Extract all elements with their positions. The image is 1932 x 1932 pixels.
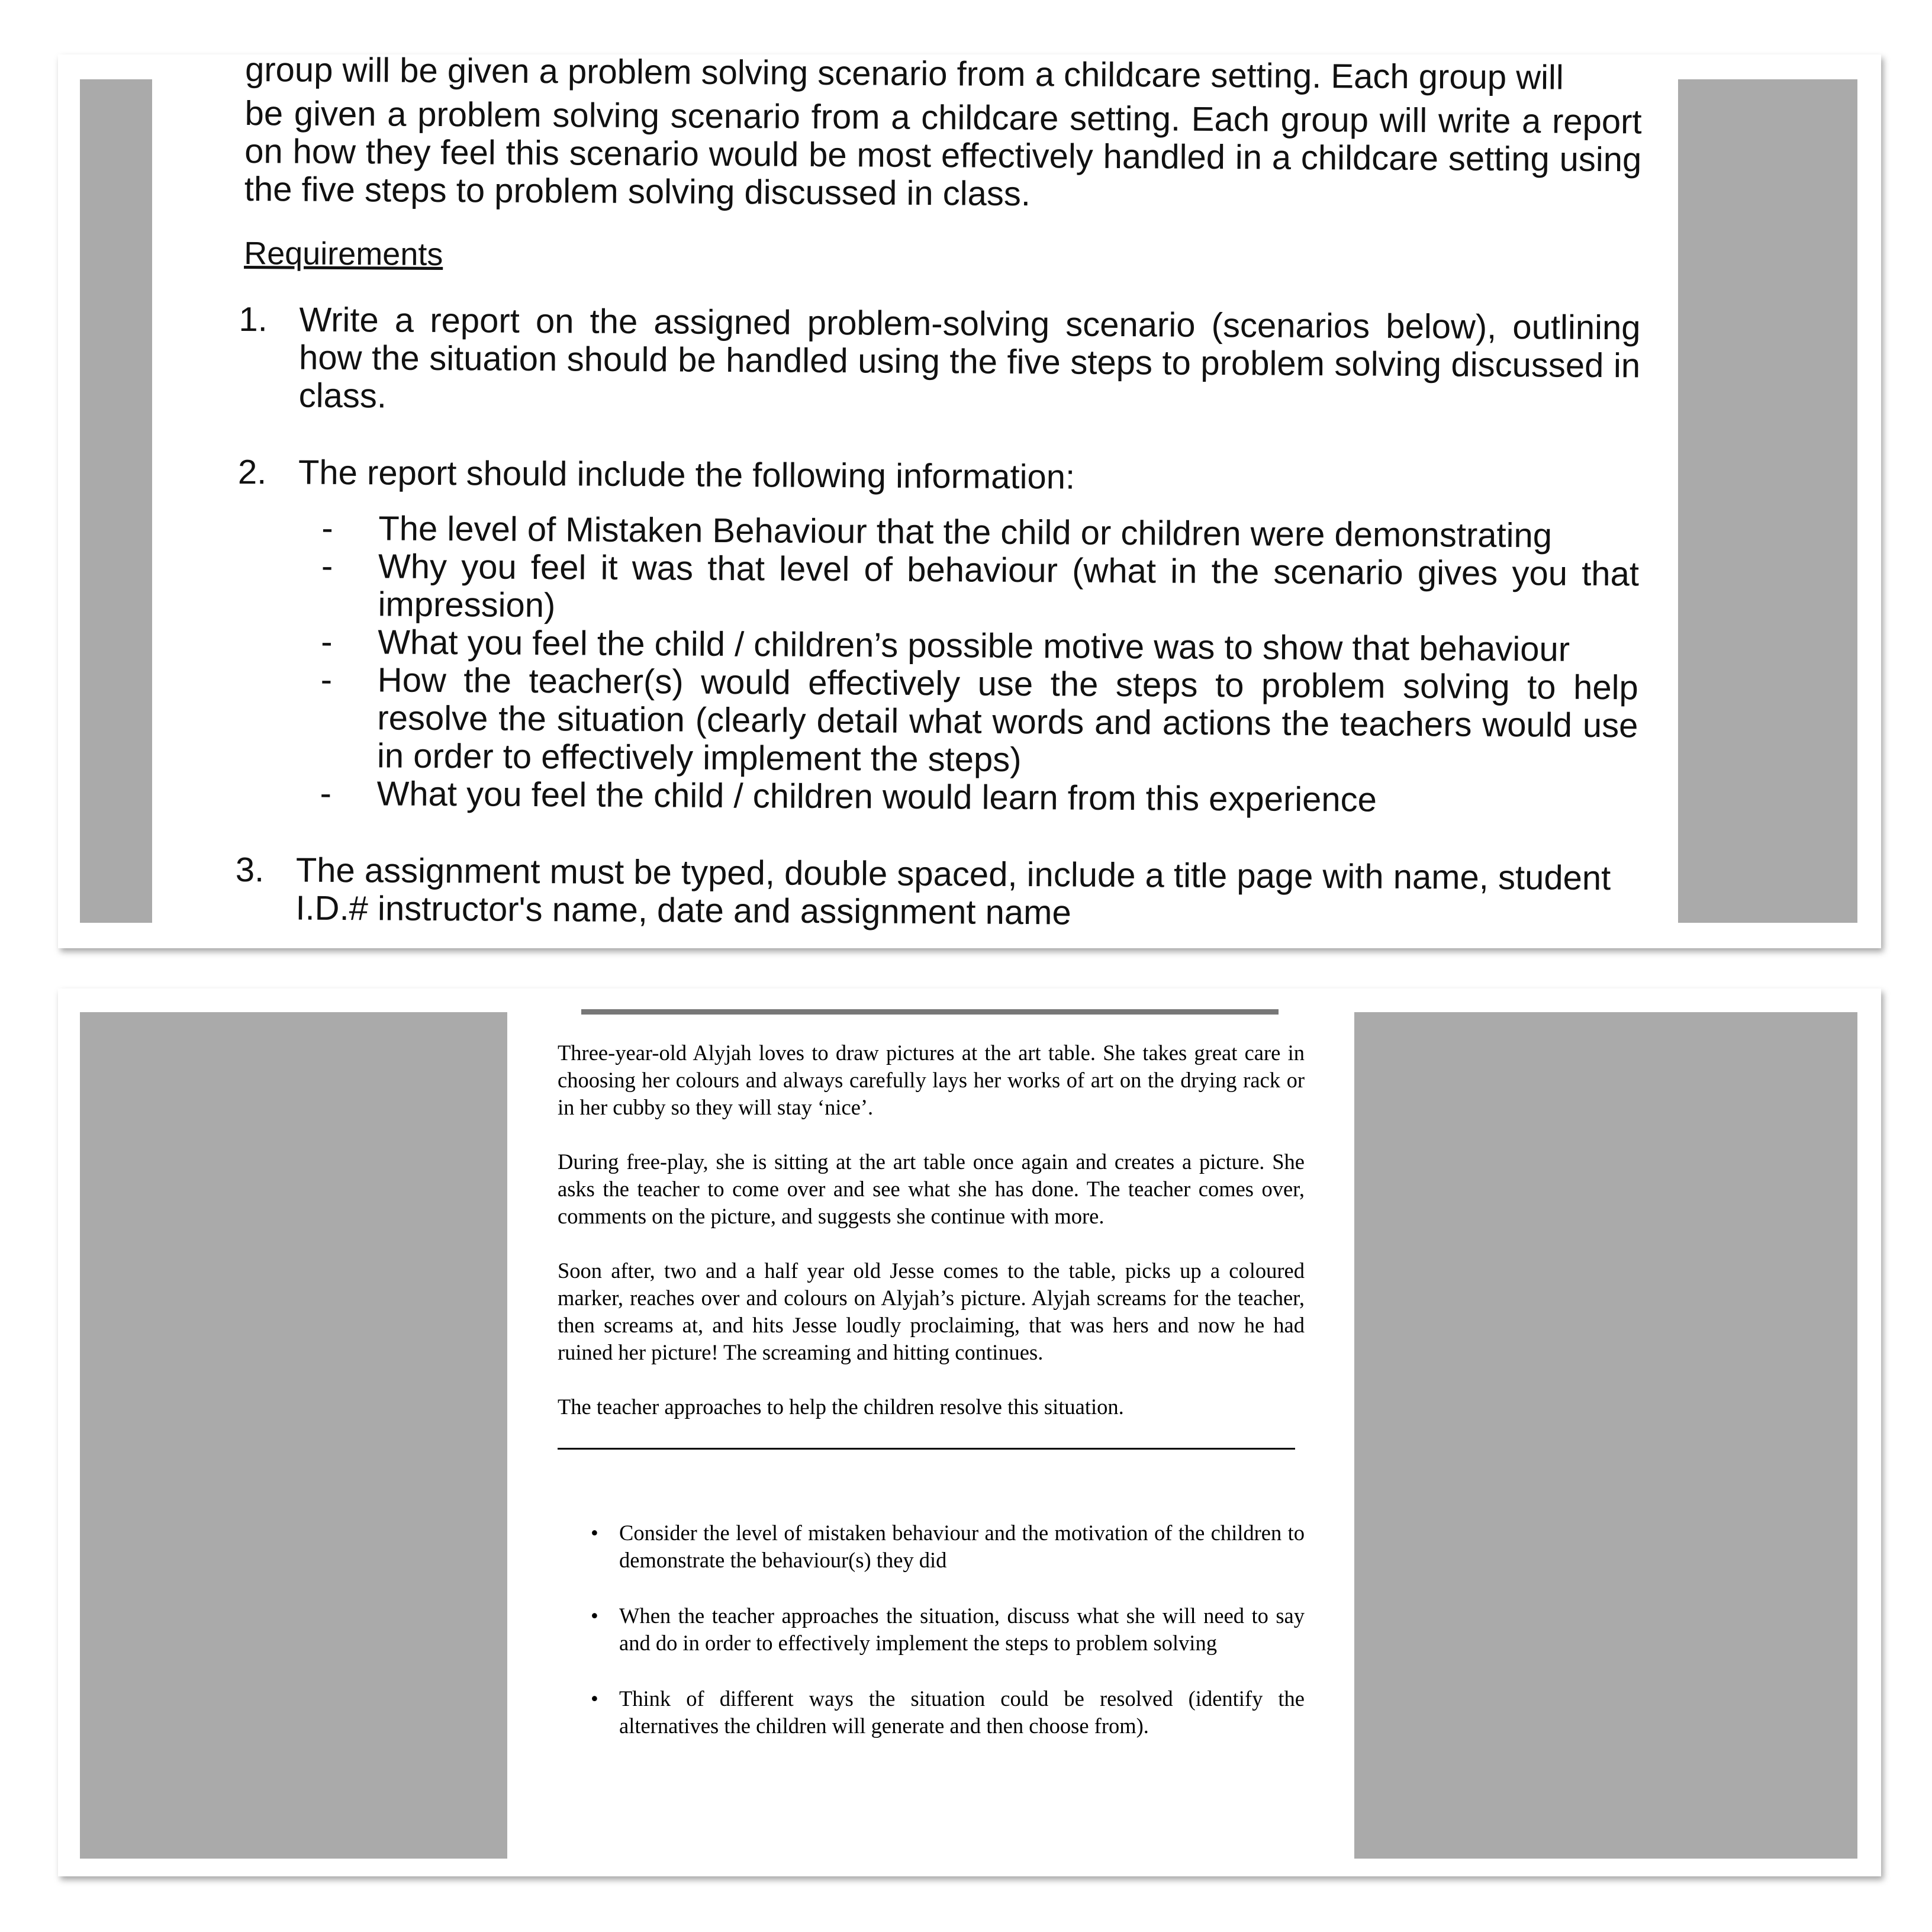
guidance-list bbox=[558, 1519, 1305, 1740]
item-text: The report should include the following information: bbox=[298, 453, 1076, 497]
section-divider bbox=[558, 1448, 1295, 1450]
intro-paragraph: be given a problem solving scenario from a childcare setting. Each group will write a report on how they feel this scenario would be most effectively handled in a childcare setting using the five steps to problem solving discussed in class. bbox=[244, 94, 1642, 214]
top-document-panel bbox=[58, 50, 1881, 948]
report-info-text: How the teacher(s) would effectively use the steps to problem solving to help resolve the situation (clearly detail what words and actions the teachers would use in order to effectively implement the steps) bbox=[376, 661, 1638, 780]
guidance-item bbox=[558, 1602, 1305, 1657]
report-info-text: The level of Mistaken Behaviour that the child or children were demonstrating bbox=[378, 509, 1553, 555]
left-margin-gray bbox=[80, 1012, 507, 1859]
assignment-text bbox=[235, 50, 1642, 932]
guidance-text: Consider the level of mistaken behaviour and the motivation of the children to demonstrate the behaviour(s) they did bbox=[619, 1521, 1305, 1572]
requirement-item-1 bbox=[239, 300, 1641, 423]
scenario-text bbox=[558, 1039, 1305, 1768]
scenario-paragraph: Soon after, two and a half year old Jesse comes to the table, picks up a coloured marker, reaches over and colours on Alyjah’s picture. Alyjah screams for the teacher, then screams at, and hits Jesse loudly proclaiming, that was hers and now he had ruined her picture! The screaming and hitting continues. bbox=[558, 1258, 1305, 1364]
scenario-paragraph: During free-play, she is sitting at the art table once again and creates a picture. She asks the teacher to come over and see what she has done. The teacher comes over, comments on the picture, and suggests she continue with more. bbox=[558, 1149, 1305, 1228]
report-info-item bbox=[297, 548, 1639, 632]
cropped-line-text: I.D.# instructor's name, date and assignment name bbox=[295, 888, 1071, 932]
right-margin-gray bbox=[1678, 79, 1857, 923]
item-number: 2. bbox=[237, 452, 267, 492]
bottom-document-panel bbox=[58, 988, 1881, 1876]
report-info-list bbox=[296, 510, 1639, 821]
bullet-marker: • bbox=[591, 1603, 598, 1628]
item-number: 1. bbox=[239, 300, 268, 339]
dash-marker: - bbox=[320, 622, 333, 661]
report-info-text: What you feel the child / children would learn from this experience bbox=[376, 774, 1377, 819]
item-text: The assignment must be typed, double spaced, include a title page with name, student bbox=[295, 851, 1611, 898]
top-divider bbox=[581, 1009, 1279, 1015]
guidance-item bbox=[558, 1519, 1305, 1574]
dash-marker: - bbox=[321, 508, 333, 548]
scenario-paragraph: Three-year-old Alyjah loves to draw pictures at the art table. She takes great care in choosing her colours and always carefully lays her works of art on the drying rack or in her cubby so they will stay ‘nice’. bbox=[558, 1041, 1305, 1119]
report-info-text: What you feel the child / children’s possible motive was to show that behaviour bbox=[377, 623, 1570, 669]
guidance-item bbox=[558, 1685, 1305, 1740]
left-margin-gray bbox=[80, 79, 152, 923]
report-info-item bbox=[297, 661, 1638, 783]
dash-marker: - bbox=[321, 546, 333, 585]
requirement-item-2 bbox=[237, 452, 1640, 820]
dash-marker: - bbox=[320, 660, 333, 699]
right-margin-gray bbox=[1354, 1012, 1857, 1859]
cropped-line-text: group will be given a problem solving scenario from a childcare setting. Each group will bbox=[244, 50, 1564, 97]
guidance-text: Think of different ways the situation could be resolved (identify the alternatives the children will generate and then choose from). bbox=[619, 1686, 1305, 1738]
bullet-marker: • bbox=[591, 1521, 598, 1545]
dash-marker: - bbox=[320, 774, 332, 813]
bullet-marker: • bbox=[591, 1686, 598, 1711]
report-info-item bbox=[296, 775, 1637, 821]
scenario-paragraph: The teacher approaches to help the children resolve this situation. bbox=[558, 1395, 1124, 1419]
guidance-text: When the teacher approaches the situation, discuss what she will need to say and do in order to effectively implement the steps to problem solving bbox=[619, 1603, 1305, 1655]
requirements-heading: Requirements bbox=[244, 235, 443, 273]
report-info-text: Why you feel it was that level of behaviour (what in the scenario gives you that impression) bbox=[378, 547, 1640, 625]
item-number: 3. bbox=[235, 850, 265, 890]
item-text: Write a report on the assigned problem-solving scenario (scenarios below), outlining how the situation should be handled using the five steps to problem solving discussed in class. bbox=[298, 300, 1641, 416]
requirements-list bbox=[235, 300, 1641, 898]
